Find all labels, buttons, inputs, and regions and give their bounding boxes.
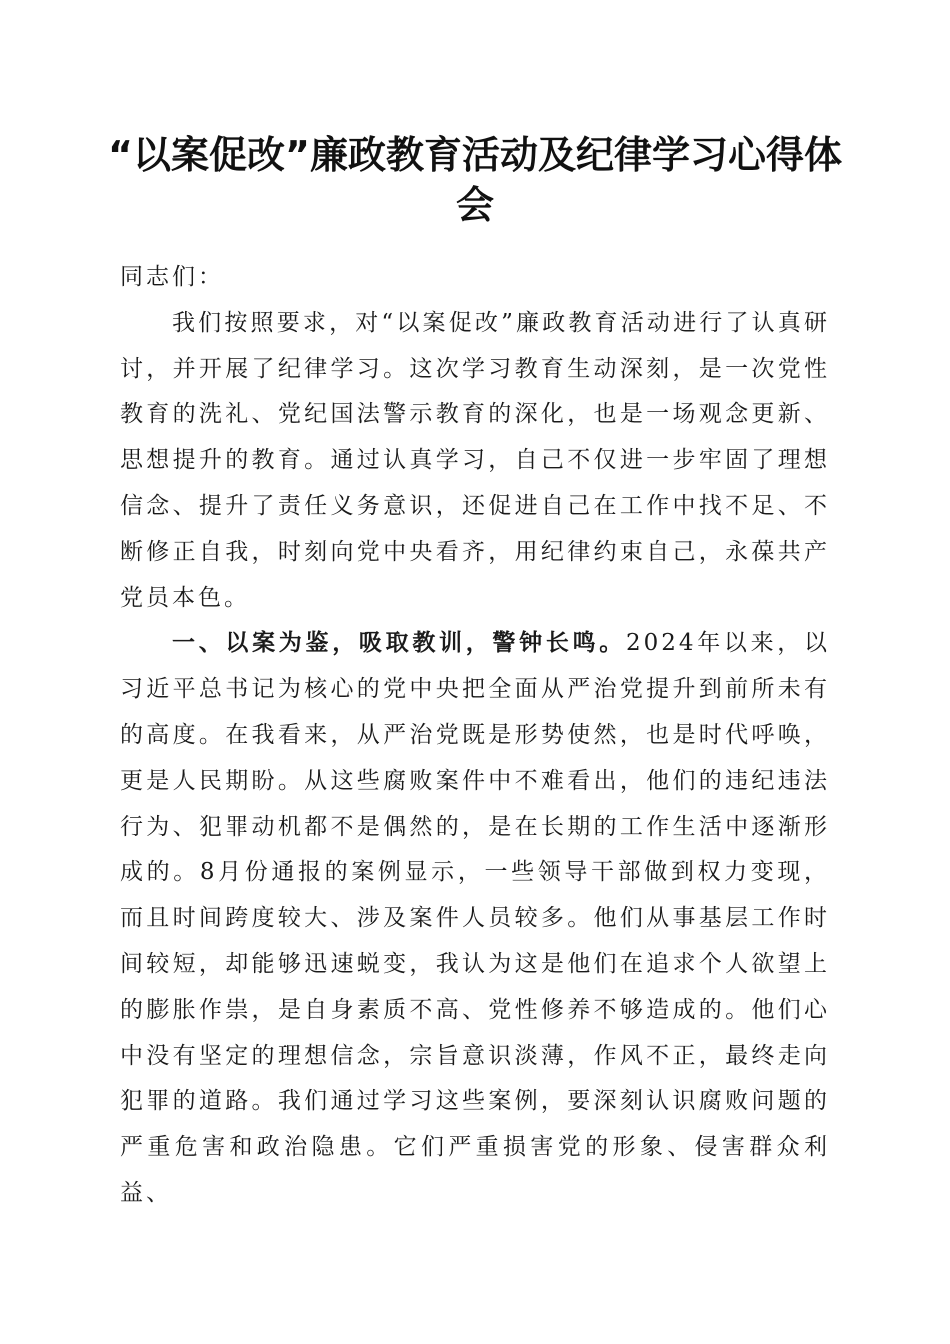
- document-body: [120, 255, 830, 1217]
- section-1-heading: 一、以案为鉴，吸取教训，警钟长鸣。: [172, 630, 626, 657]
- paragraph-intro: 我们按照要求，对“以案促改”廉政教育活动进行了认真研讨，并开展了纪律学习。这次学习教育生动深刻，是一次党性教育的洗礼、党纪国法警示教育的深化，也是一场观念更新、思想提升的教育。通过认真学习，自己不仅进一步牢固了理想信念、提升了责任义务意识，还促进自己在工作中找不足、不断修正自我，时刻向党中央看齐，用纪律约束自己，永葆共产党员本色。: [120, 309, 830, 611]
- document-title: “以案促改”廉政教育活动及纪律学习心得体会: [108, 133, 842, 227]
- section-1-text: 2024年以来，以习近平总书记为核心的党中央把全面从严治党提升到前所未有的高度。在我看来，从严治党既是形势使然，也是时代呼唤，更是人民期盼。从这些腐败案件中不难看出，他们的违纪违法行为、犯罪动机都不是偶然的，是在长期的工作生活中逐渐形成的。8月份通报的案例显示，一些领导干部做到权力变现，而且时间跨度较大、涉及案件人员较多。他们从事基层工作时间较短，却能够迅速蜕变，我认为这是他们在追求个人欲望上的膨胀作祟，是自身素质不高、党性修养不够造成的。他们心中没有坚定的理想信念，宗旨意识淡薄，作风不正，最终走向犯罪的道路。我们通过学习这些案例，要深刻认识腐败问题的严重危害和政治隐患。它们严重损害党的形象、侵害群众利益、: [120, 630, 830, 1206]
- paragraph-section-1: [120, 621, 830, 1216]
- salutation: 同志们：: [120, 264, 224, 290]
